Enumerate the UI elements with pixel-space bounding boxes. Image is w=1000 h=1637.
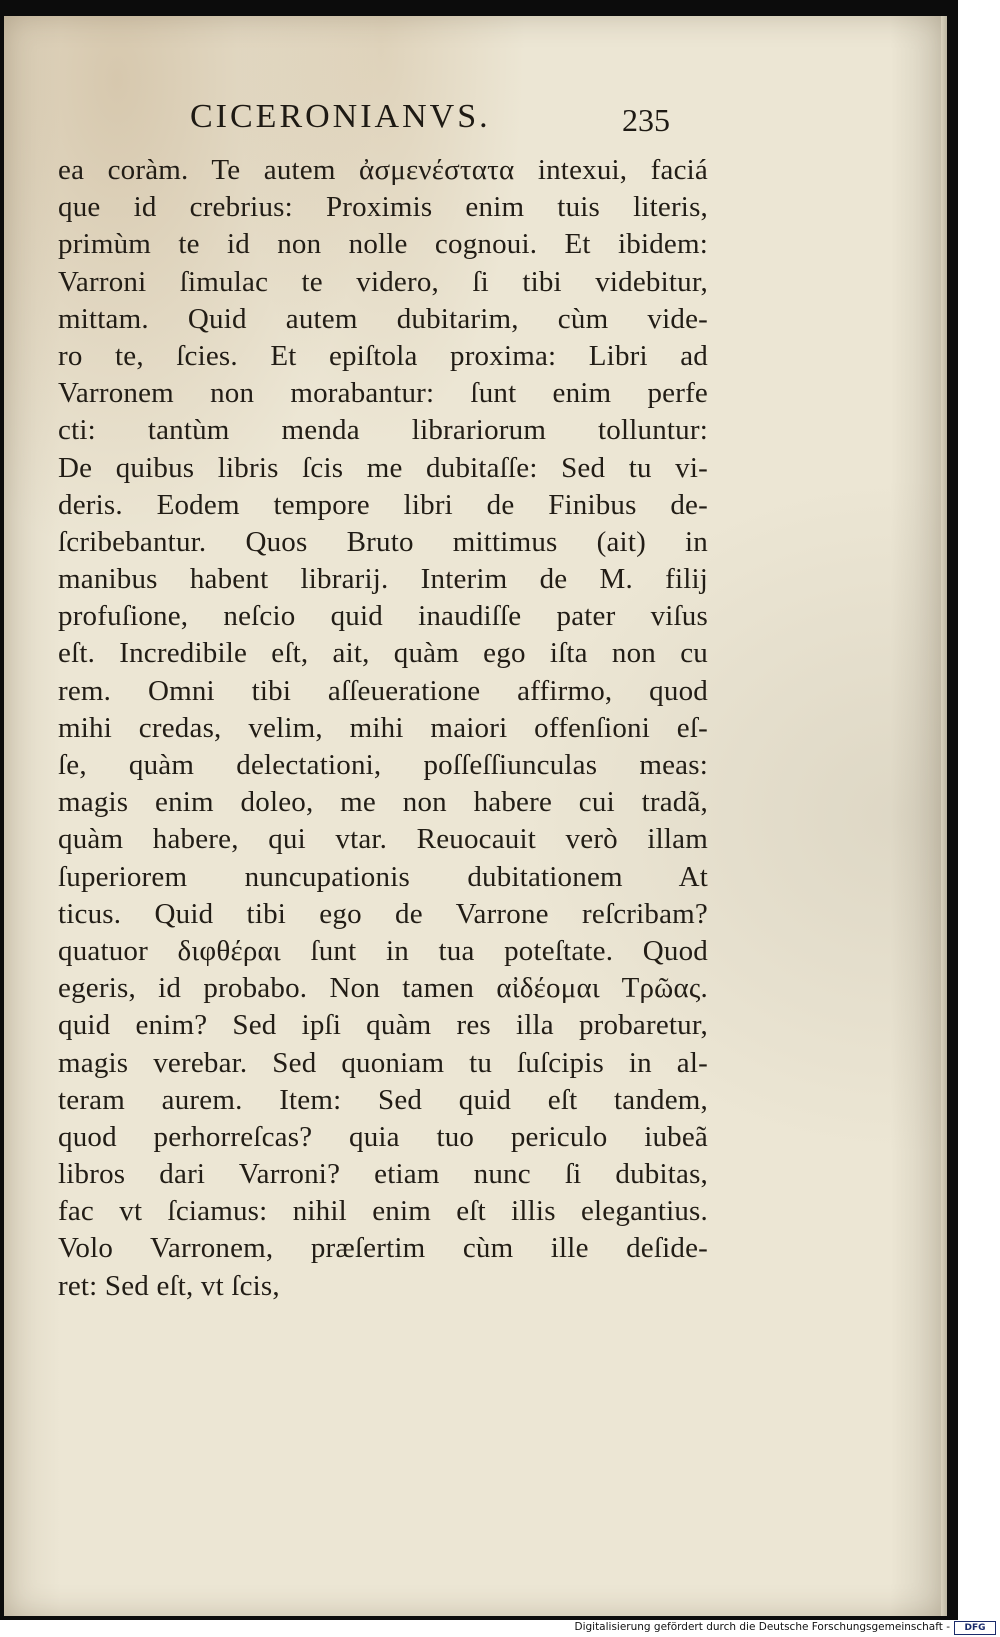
text-line: Varroni ſimulac te videro, ſi tibi videbitur, xyxy=(58,265,708,298)
text-line: rem. Omni tibi aſſeueratione affirmo, quod xyxy=(58,674,708,707)
text-line: Volo Varronem, præſertim cùm ille deſide- xyxy=(58,1232,708,1265)
body-text xyxy=(58,152,708,1305)
text-line: ticus. Quid tibi ego de Varrone reſcribam? xyxy=(58,897,708,930)
text-line: quàm habere, qui vtar. Reuocauit verò illam xyxy=(58,823,708,856)
text-line: que id crebrius: Proximis enim tuis literis, xyxy=(58,191,708,224)
text-line: cti: tantùm menda librariorum tolluntur: xyxy=(58,414,708,447)
text-line: quid enim? Sed ipſi quàm res illa probaretur, xyxy=(58,1009,708,1042)
text-line: magis enim doleo, me non habere cui tradã, xyxy=(58,786,708,819)
text-line: fac vt ſciamus: nihil enim eſt illis elegantius. xyxy=(58,1195,708,1228)
text-line: ſcribebantur. Quos Bruto mittimus (ait) in xyxy=(58,525,708,558)
text-line: primùm te id non nolle cognoui. Et ibidem: xyxy=(58,228,708,261)
text-line: teram aurem. Item: Sed quid eſt tandem, xyxy=(58,1083,708,1116)
text-line: mittam. Quid autem dubitarim, cùm vide- xyxy=(58,302,708,335)
text-line: egeris, id probabo. Non tamen αἰδέομαι Τρῶας. xyxy=(58,972,708,1005)
dfg-logo: DFG xyxy=(954,1621,996,1635)
text-line: mihi credas, velim, mihi maiori offenſioni eſ- xyxy=(58,711,708,744)
digitization-credit: Digitalisierung gefördert durch die Deutsche Forschungsgemeinschaft - xyxy=(574,1621,950,1633)
text-line: ſe, quàm delectationi, poſſeſſiunculas meas: xyxy=(58,749,708,781)
text-line: eſt. Incredibile eſt, ait, quàm ego iſta non cu xyxy=(58,637,708,670)
page-edge xyxy=(941,16,947,1616)
running-head: CICERONIANVS. xyxy=(190,98,491,135)
text-line: magis verebar. Sed quoniam tu ſuſcipis in al- xyxy=(58,1046,708,1079)
text-line-last: ret: Sed eſt, vt ſcis, xyxy=(58,1269,280,1302)
text-line: profuſione, neſcio quid inaudiſſe pater viſus xyxy=(58,600,708,633)
text-line: quod perhorreſcas? quia tuo periculo iubeã xyxy=(58,1120,708,1153)
text-line: libros dari Varroni? etiam nunc ſi dubitas, xyxy=(58,1158,708,1191)
text-line: ea coràm. Te autem ἀσμενέστατα intexui, faciá xyxy=(58,154,708,186)
text-line: deris. Eodem tempore libri de Finibus de- xyxy=(58,488,708,521)
page-number: 235 xyxy=(622,102,670,138)
text-line: ro te, ſcies. Et epiſtola proxima: Libri ad xyxy=(58,339,708,372)
text-line: quatuor διφθέραι ſunt in tua poteſtate. Quod xyxy=(58,934,708,967)
text-line: manibus habent librarij. Interim de M. filij xyxy=(58,563,708,596)
text-line: De quibus libris ſcis me dubitaſſe: Sed tu vi- xyxy=(58,451,708,484)
text-line: ſuperiorem nuncupationis dubitationem At xyxy=(58,860,708,893)
text-line: Varronem non morabantur: ſunt enim perfe xyxy=(58,377,708,410)
